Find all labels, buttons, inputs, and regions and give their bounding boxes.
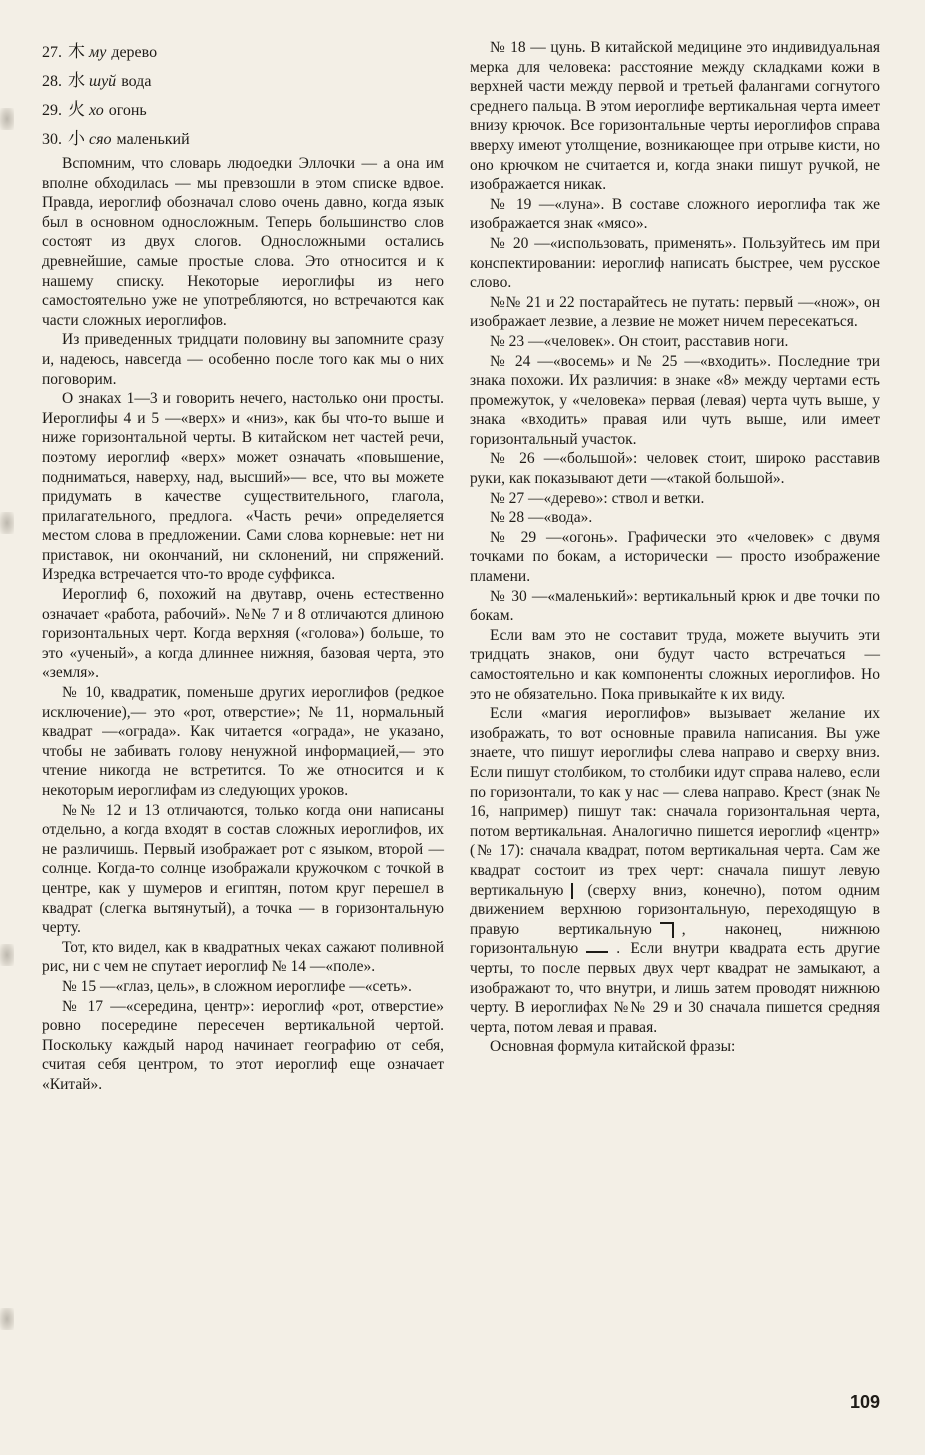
paragraph: Основная формула китайской фразы: (490, 1038, 736, 1056)
paragraph: № 18 — цунь. В китайской медицине это индивидуальная мерка для человека: расстояние между складками кожи в верхней части между первой и третьей фалангами согнутого среднего пальца. В этом иероглифе вертикальная черта имеет внизу крючок. Все горизонтальные черты иероглифов справа вверху имеют утолщение, возникающее при отрыве кисти, но оно крючком не считается и, когда знаки пишут ручкой, не изображается никак. (470, 39, 880, 194)
paragraph: Из приведенных тридцати половину вы запомните сразу и, надеюсь, навсегда — особенно после того как мы о них поговорим. (42, 331, 444, 388)
page-number: 109 (849, 1392, 880, 1412)
paragraph: № 28 —«вода». (490, 509, 593, 527)
paragraph: № 30 —«маленький»: вертикальный крюк и две точки по бокам. (470, 587, 880, 625)
paragraph: № 19 —«луна». В составе сложного иероглифа так же изображается знак «мясо». (470, 195, 880, 233)
hieroglyph-glyph: 小 (68, 129, 85, 149)
list-item: 29. 火 хо огонь (42, 100, 147, 120)
paragraph: Вспомним, что словарь людоедки Эллочки — а она им вполне обходилась — мы превзошли в этом списке вдвое. Правда, иероглиф обозначал слово очень давно, когда язык был в основном односложным. Теперь большинство слов состоят из двух слогов. Односложными остались древнейшие, самые простые слова. Это относится и к нашему списку. Некоторые иероглифы из него самостоятельно уже не употребляются, но встречаются как части сложных иероглифов. (42, 155, 444, 329)
hieroglyph-glyph: 水 (68, 71, 85, 91)
paragraph: №№ 21 и 22 постарайтесь не путать: первый —«нож», он изображает лезвие, а лезвие не может ничем пересекаться. (470, 293, 880, 331)
hieroglyph-glyph: 火 (68, 100, 85, 120)
paragraph: № 17 —«середина, центр»: иероглиф «рот, отверстие» ровно посередине пересечен вертикальной чертой. Поскольку каждый народ начинает географию от себя, считая себя центром, то этот иероглиф еще означает «Китай». (42, 997, 444, 1093)
hieroglyph-glyph: 木 (68, 42, 85, 62)
paragraph: № 29 —«огонь». Графически это «человек» с двумя точками по бокам, а исторически — просто изображение пламени. (470, 528, 880, 586)
top-right-corner-stroke-icon (660, 922, 674, 938)
paragraph: №№ 12 и 13 отличаются, только когда они написаны отдельно, а когда входят в состав сложных иероглифов, их не различишь. Первый изображает рот с языком, второй — солнце. Когда-то солнце изображали кружочком с точкой в центре, как у шумеров и египтян, потом круг перешел в квадрат (слегка вытянутый), а точка — в горизонтальную черту. (42, 801, 444, 937)
paragraph: № 24 —«восемь» и № 25 —«входить». Последние три знака похожи. Их различия: в знаке «8» между чертами есть промежуток, у «человека» первая (левая) черта чуть выше, у знака «входить» правая или чуть выше, или имеет горизонтальный участок. (470, 352, 880, 448)
bottom-horizontal-stroke-icon (586, 951, 608, 953)
paragraph: № 10, квадратик, поменьше других иероглифов (редкое исключение),— это «рот, отверстие»; № 11, нормальный квадрат —«ограда». Как читается «ограда», не указано, чтобы не забивать голову ненужной информацией,— это чтение никогда не встретится. То же относится и к некоторым иероглифам из следующих уроков. (42, 684, 444, 799)
list-item: 27. 木 му дерево (42, 42, 158, 62)
page-blemish (0, 108, 14, 130)
paragraph: Иероглиф 6, похожий на двутавр, очень естественно означает «работа, рабочий». №№ 7 и 8 отличаются длиною горизонтальных черт. Когда верхняя («голова») больше, то это «ученый», а когда длиннее нижняя, базовая черта, это «земля». (42, 586, 444, 682)
paragraph: Тот, кто видел, как в квадратных чеках сажают поливной рис, ни с чем не спутает иероглиф № 14 —«поле». (42, 938, 444, 976)
page-blemish (0, 1308, 14, 1330)
list-item: 28. 水 шуй вода (42, 71, 152, 91)
list-item: 30. 小 сяо маленький (42, 129, 190, 149)
paragraph: № 27 —«дерево»: ствол и ветки. (490, 489, 705, 507)
page-blemish (0, 512, 14, 534)
paragraph: Если вам это не составит труда, можете выучить эти тридцать знаков, они будут часто встречаться — самостоятельно и как компоненты сложных иероглифов. Но это не обязательно. Пока привыкайте к их виду. (470, 626, 880, 703)
right-column (470, 38, 880, 1057)
page-blemish (0, 944, 14, 966)
left-vertical-stroke-icon (571, 883, 579, 899)
hieroglyph-list (42, 38, 444, 154)
paragraph: № 26 —«большой»: человек стоит, широко расставив руки, как показывают дети —«такой большой». (470, 450, 880, 488)
stroke-order-paragraph: Если «магия иероглифов» вызывает желание их изображать, то вот основные правила написания. Вы уже знаете, что пишут иероглифы слева направо и сверху вниз. Если пишут столбиком, то столбики идут справа налево, если по горизонтали, то как у нас — слева направо. Крест (знак № 16, например) пишут так: сначала горизонтальная черта, потом вертикальная. Аналогично пишется иероглиф «центр» (№ 17): сначала квадрат, потом вертикальная черта. Сам же квадрат состоит из трех черт: сначала пишут левую вертикальную (сверху вниз, конечно), потом одним движением верхнюю горизонтальную, переходящую в правую вертикальную , наконец, нижнюю горизонтальную . Если внутри квадрата есть другие черты, то после первых двух черт квадрат не замыкают, а изображают то, что внутри, и лишь затем проводят нижнюю черту. В иероглифах №№ 29 и 30 сначала пишется средняя черта, потом левая и правая. (470, 705, 880, 1036)
paragraph: О знаках 1—3 и говорить нечего, настолько они просты. Иероглифы 4 и 5 —«верх» и «низ», как бы что-то выше и ниже горизонтальной черты. В китайском нет частей речи, поэтому иероглиф «верх» может означать «повышение, подниматься, наверху, над, высший»— все, что вы можете придумать в качестве существительного, глагола, прилагательного, предлога. «Часть речи» определяется местом слова в предложении. Сами слова корневые: нет ни приставок, ни окончаний, ни склонений, ни спряжений. Изредка встречается что-то вроде суффикса. (42, 390, 444, 584)
paragraph: № 23 —«человек». Он стоит, расставив ноги. (490, 332, 789, 350)
left-column (42, 38, 444, 1095)
paragraph: № 15 —«глаз, цель», в сложном иероглифе —«сеть». (62, 977, 412, 995)
paragraph: № 20 —«использовать, применять». Пользуйтесь им при конспектировании: иероглиф написать быстрее, чем русское слово. (470, 234, 880, 292)
